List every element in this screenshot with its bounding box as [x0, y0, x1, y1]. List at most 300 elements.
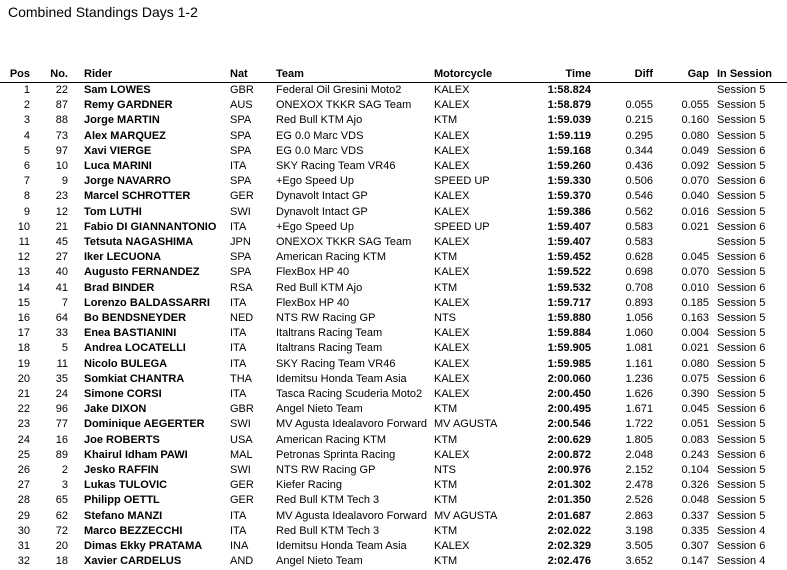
cell-diff: 0.562 [625, 205, 653, 218]
cell-session: Session 6 [717, 220, 766, 233]
cell-time: 2:01.687 [547, 509, 591, 522]
cell-session: Session 5 [717, 479, 766, 492]
cell-rider: Lorenzo BALDASSARRI [84, 296, 210, 309]
cell-gap: 0.045 [681, 251, 709, 264]
cell-gap: 0.004 [681, 327, 709, 340]
cell-session: Session 5 [717, 418, 766, 431]
cell-time: 1:59.407 [547, 236, 591, 249]
cell-time: 1:59.370 [547, 190, 591, 203]
cell-diff: 1.626 [625, 388, 653, 401]
cell-diff: 0.628 [625, 251, 653, 264]
cell-number: 97 [55, 144, 68, 157]
cell-pos: 11 [18, 236, 30, 249]
cell-motorcycle: KALEX [434, 372, 470, 385]
cell-motorcycle: KALEX [434, 129, 470, 142]
cell-number: 16 [55, 433, 68, 446]
cell-pos: 32 [17, 555, 30, 568]
cell-motorcycle: KALEX [434, 190, 470, 203]
table-row [0, 189, 787, 204]
cell-gap: 0.160 [681, 114, 709, 127]
cell-session: Session 5 [717, 296, 766, 309]
cell-time: 1:59.884 [547, 327, 591, 340]
table-row [0, 83, 787, 99]
cell-session: Session 6 [717, 281, 766, 294]
cell-pos: 4 [23, 129, 30, 142]
cell-nationality: ITA [230, 342, 247, 355]
cell-motorcycle: NTS [434, 312, 456, 325]
cell-motorcycle: KALEX [434, 205, 470, 218]
cell-pos: 19 [17, 357, 30, 370]
cell-session: Session 5 [717, 190, 766, 203]
table-row [0, 144, 787, 159]
cell-motorcycle: MV AGUSTA [434, 509, 498, 522]
cell-number: 33 [55, 327, 68, 340]
cell-rider: Nicolo BULEGA [84, 357, 168, 370]
cell-time: 1:59.717 [547, 296, 591, 309]
cell-pos: 2 [23, 99, 30, 112]
cell-time: 1:59.522 [547, 266, 591, 279]
cell-diff: 0.583 [625, 220, 653, 233]
cell-session: Session 5 [717, 160, 766, 173]
cell-diff: 0.215 [625, 114, 653, 127]
cell-nationality: RSA [230, 281, 253, 294]
cell-time: 2:00.872 [547, 448, 591, 461]
cell-nationality: GBR [230, 84, 254, 96]
cell-nationality: MAL [230, 448, 253, 461]
table-row [0, 509, 787, 524]
cell-team: SKY Racing Team VR46 [276, 357, 396, 370]
cell-diff: 0.698 [625, 266, 653, 279]
cell-gap [653, 83, 709, 99]
cell-motorcycle: NTS [434, 464, 456, 477]
cell-time: 2:00.060 [547, 372, 591, 385]
table-row [0, 174, 787, 189]
cell-motorcycle: KALEX [434, 99, 470, 112]
cell-pos: 8 [23, 190, 30, 203]
cell-diff: 2.863 [625, 509, 653, 522]
cell-gap: 0.326 [681, 479, 709, 492]
standings-table [0, 66, 787, 570]
cell-gap: 0.147 [681, 555, 709, 568]
cell-number: 10 [55, 160, 68, 173]
cell-nationality: NED [230, 312, 254, 325]
cell-number: 35 [55, 372, 68, 385]
cell-time: 1:59.386 [547, 205, 591, 218]
cell-pos: 17 [17, 327, 30, 340]
table-row [0, 265, 787, 280]
cell-motorcycle: KALEX [434, 342, 470, 355]
cell-gap: 0.163 [681, 312, 709, 325]
cell-rider: Andrea LOCATELLI [84, 342, 186, 355]
cell-nationality: USA [230, 433, 253, 446]
cell-motorcycle: KALEX [434, 266, 470, 279]
cell-team: Angel Nieto Team [276, 403, 363, 416]
table-row [0, 250, 787, 265]
cell-motorcycle: KTM [434, 403, 458, 416]
table-row [0, 417, 787, 432]
table-row [0, 341, 787, 356]
cell-time: 1:59.168 [547, 144, 591, 157]
cell-nationality: ITA [230, 160, 247, 173]
cell-nationality: SPA [230, 114, 252, 127]
cell-number: 40 [55, 266, 68, 279]
cell-diff: 1.161 [625, 357, 653, 370]
cell-gap: 0.075 [681, 372, 709, 385]
cell-diff: 1.236 [625, 372, 653, 385]
cell-motorcycle: KALEX [434, 448, 470, 461]
cell-number: 20 [55, 540, 68, 553]
cell-nationality: ITA [230, 388, 247, 401]
cell-nationality: ITA [230, 357, 247, 370]
cell-pos: 21 [17, 388, 30, 401]
cell-motorcycle: KALEX [434, 144, 470, 157]
cell-motorcycle: SPEED UP [434, 175, 490, 188]
standings-body [0, 83, 787, 570]
cell-rider: Jesko RAFFIN [84, 464, 159, 477]
cell-number: 77 [55, 418, 68, 431]
cell-time: 2:02.022 [547, 524, 591, 537]
cell-session: Session 5 [717, 388, 766, 401]
cell-motorcycle: KALEX [434, 160, 470, 173]
table-row [0, 159, 787, 174]
cell-team: +Ego Speed Up [276, 175, 354, 188]
cell-gap: 0.337 [681, 509, 709, 522]
cell-motorcycle: KALEX [434, 540, 470, 553]
header-session: In Session [717, 68, 773, 80]
cell-time: 1:59.985 [547, 357, 591, 370]
cell-number: 64 [55, 312, 68, 325]
cell-session: Session 5 [717, 205, 766, 218]
cell-team: SKY Racing Team VR46 [276, 160, 396, 173]
table-row [0, 539, 787, 554]
cell-nationality: SWI [230, 464, 251, 477]
cell-pos: 27 [17, 479, 30, 492]
cell-pos: 24 [17, 433, 30, 446]
cell-session: Session 4 [717, 555, 766, 568]
cell-gap: 0.016 [681, 205, 709, 218]
cell-motorcycle: KALEX [434, 388, 470, 401]
cell-nationality: GBR [230, 403, 254, 416]
table-row [0, 387, 787, 402]
cell-pos: 22 [17, 403, 30, 416]
cell-number: 3 [61, 479, 68, 492]
table-row [0, 326, 787, 341]
cell-gap: 0.083 [681, 433, 709, 446]
cell-gap [653, 235, 709, 250]
cell-team: Red Bull KTM Tech 3 [276, 494, 380, 507]
cell-nationality: SPA [230, 175, 252, 188]
cell-rider: Xavi VIERGE [84, 144, 152, 157]
cell-nationality: ITA [230, 524, 247, 537]
cell-diff: 0.546 [625, 190, 653, 203]
cell-number: 41 [55, 281, 68, 294]
cell-gap: 0.049 [681, 144, 709, 157]
cell-number: 21 [55, 220, 68, 233]
cell-rider: Stefano MANZI [84, 509, 163, 522]
cell-pos: 9 [23, 205, 30, 218]
cell-motorcycle: KALEX [434, 296, 470, 309]
cell-diff: 2.478 [625, 479, 653, 492]
cell-diff: 0.344 [625, 144, 653, 157]
cell-team: ONEXOX TKKR SAG Team [276, 236, 412, 249]
cell-pos: 26 [17, 464, 30, 477]
cell-team: Red Bull KTM Ajo [276, 114, 363, 127]
cell-time: 1:59.260 [547, 160, 591, 173]
cell-team: ONEXOX TKKR SAG Team [276, 99, 412, 112]
cell-pos: 1 [23, 84, 30, 96]
cell-nationality: ITA [230, 296, 247, 309]
cell-time: 2:00.450 [547, 388, 591, 401]
cell-team: American Racing KTM [276, 251, 387, 264]
cell-rider: Enea BASTIANINI [84, 327, 177, 340]
cell-diff: 1.060 [625, 327, 653, 340]
cell-pos: 29 [17, 509, 30, 522]
cell-session: Session 6 [717, 251, 766, 264]
cell-diff: 3.198 [625, 524, 653, 537]
cell-pos: 31 [17, 540, 30, 553]
header-no: No. [50, 68, 68, 80]
cell-gap: 0.080 [681, 129, 709, 142]
cell-number: 23 [55, 190, 68, 203]
cell-session: Session 6 [717, 144, 766, 157]
cell-rider: Augusto FERNANDEZ [84, 266, 200, 279]
table-row [0, 98, 787, 113]
cell-gap: 0.040 [681, 190, 709, 203]
cell-gap: 0.335 [681, 524, 709, 537]
cell-time: 1:59.407 [547, 220, 591, 233]
cell-nationality: SPA [230, 129, 252, 142]
cell-gap: 0.021 [681, 342, 709, 355]
cell-gap: 0.045 [681, 403, 709, 416]
table-row [0, 311, 787, 326]
cell-team: +Ego Speed Up [276, 220, 354, 233]
header-motorcycle: Motorcycle [434, 68, 493, 80]
cell-diff: 1.056 [625, 312, 653, 325]
cell-session: Session 6 [717, 342, 766, 355]
cell-nationality: ITA [230, 509, 247, 522]
cell-pos: 13 [17, 266, 30, 279]
cell-number: 89 [55, 448, 68, 461]
cell-session: Session 4 [717, 524, 766, 537]
cell-diff [591, 83, 653, 99]
cell-gap: 0.021 [681, 220, 709, 233]
header-diff: Diff [634, 68, 653, 80]
cell-gap: 0.048 [681, 494, 709, 507]
table-row [0, 296, 787, 311]
cell-number: 73 [55, 129, 68, 142]
cell-team: Dynavolt Intact GP [276, 205, 368, 218]
cell-diff: 0.708 [625, 281, 653, 294]
cell-team: Italtrans Racing Team [276, 327, 383, 340]
cell-rider: Fabio DI GIANNANTONIO [84, 220, 217, 233]
cell-pos: 18 [17, 342, 30, 355]
cell-rider: Lukas TULOVIC [84, 479, 168, 492]
cell-diff: 0.295 [625, 129, 653, 142]
header-gap: Gap [687, 68, 709, 80]
cell-rider: Simone CORSI [84, 388, 162, 401]
cell-time: 1:59.039 [547, 114, 591, 127]
cell-session: Session 6 [717, 372, 766, 385]
cell-pos: 10 [17, 220, 30, 233]
cell-time: 1:58.879 [547, 99, 591, 112]
cell-session: Session 5 [717, 236, 766, 249]
table-row [0, 235, 787, 250]
cell-time: 2:00.546 [547, 418, 591, 431]
cell-time: 1:58.824 [547, 84, 591, 96]
cell-motorcycle: KTM [434, 433, 458, 446]
cell-diff: 1.671 [625, 403, 653, 416]
cell-number: 87 [55, 99, 68, 112]
cell-session: Session 5 [717, 327, 766, 340]
cell-motorcycle: KALEX [434, 236, 470, 249]
cell-gap: 0.307 [681, 540, 709, 553]
cell-motorcycle: KTM [434, 524, 458, 537]
cell-nationality: AUS [230, 99, 253, 112]
cell-team: MV Agusta Idealavoro Forward [276, 509, 428, 522]
cell-rider: Remy GARDNER [84, 99, 173, 112]
cell-number: 72 [55, 524, 68, 537]
cell-pos: 20 [17, 372, 30, 385]
cell-number: 9 [61, 175, 68, 188]
cell-time: 1:59.452 [547, 251, 591, 264]
cell-number: 45 [55, 236, 68, 249]
cell-rider: Dimas Ekky PRATAMA [84, 540, 203, 553]
cell-pos: 5 [23, 144, 30, 157]
cell-diff: 0.506 [625, 175, 653, 188]
cell-team: NTS RW Racing GP [276, 464, 376, 477]
cell-gap: 0.092 [681, 160, 709, 173]
cell-team: Federal Oil Gresini Moto2 [276, 84, 402, 96]
cell-number: 18 [55, 555, 68, 568]
cell-team: Tasca Racing Scuderia Moto2 [276, 388, 423, 401]
cell-session: Session 5 [717, 433, 766, 446]
cell-diff: 3.505 [625, 540, 653, 553]
cell-rider: Philipp OETTL [84, 494, 160, 507]
cell-session: Session 6 [717, 448, 766, 461]
cell-rider: Xavier CARDELUS [84, 555, 182, 568]
table-row [0, 463, 787, 478]
cell-number: 65 [55, 494, 68, 507]
cell-rider: Sam LOWES [84, 84, 151, 96]
cell-pos: 7 [23, 175, 30, 188]
cell-rider: Iker LECUONA [84, 251, 162, 264]
cell-number: 96 [55, 403, 68, 416]
cell-time: 1:59.119 [548, 129, 591, 142]
header-rider: Rider [84, 68, 113, 80]
cell-rider: Marcel SCHROTTER [84, 190, 191, 203]
cell-diff: 3.652 [625, 555, 653, 568]
cell-motorcycle: KTM [434, 555, 458, 568]
cell-time: 1:59.905 [547, 342, 591, 355]
cell-diff: 2.152 [625, 464, 653, 477]
cell-diff: 0.436 [625, 160, 653, 173]
cell-session: Session 6 [717, 175, 766, 188]
cell-diff: 0.583 [625, 236, 653, 249]
cell-number: 2 [61, 464, 68, 477]
cell-pos: 30 [17, 524, 30, 537]
cell-gap: 0.070 [681, 175, 709, 188]
cell-session: Session 6 [717, 540, 766, 553]
header-pos: Pos [9, 68, 30, 80]
cell-nationality: SWI [230, 205, 251, 218]
cell-rider: Marco BEZZECCHI [84, 524, 183, 537]
cell-motorcycle: KTM [434, 114, 458, 127]
cell-rider: Tetsuta NAGASHIMA [84, 236, 194, 249]
cell-time: 2:02.476 [547, 555, 591, 568]
cell-diff: 0.893 [625, 296, 653, 309]
cell-time: 2:00.629 [547, 433, 591, 446]
cell-diff: 2.526 [625, 494, 653, 507]
cell-number: 22 [55, 84, 68, 96]
table-row [0, 524, 787, 539]
cell-nationality: GER [230, 479, 254, 492]
cell-time: 2:00.976 [547, 464, 591, 477]
cell-team: American Racing KTM [276, 433, 387, 446]
table-row [0, 372, 787, 387]
cell-diff: 1.081 [625, 342, 653, 355]
table-row [0, 433, 787, 448]
cell-nationality: ITA [230, 327, 247, 340]
cell-nationality: GER [230, 494, 254, 507]
cell-team: Red Bull KTM Ajo [276, 281, 363, 294]
cell-nationality: THA [230, 372, 252, 385]
cell-gap: 0.055 [681, 99, 709, 112]
table-row [0, 493, 787, 508]
cell-nationality: JPN [230, 236, 251, 249]
cell-session: Session 5 [717, 464, 766, 477]
cell-pos: 25 [17, 448, 30, 461]
cell-nationality: SPA [230, 251, 252, 264]
cell-pos: 23 [17, 418, 30, 431]
cell-number: 7 [61, 296, 68, 309]
cell-diff: 0.055 [625, 99, 653, 112]
cell-pos: 14 [17, 281, 30, 294]
cell-time: 2:00.495 [547, 403, 591, 416]
cell-motorcycle: MV AGUSTA [434, 418, 498, 431]
cell-time: 2:01.350 [547, 494, 591, 507]
cell-motorcycle: KALEX [434, 327, 470, 340]
table-row [0, 281, 787, 296]
cell-team: Idemitsu Honda Team Asia [276, 372, 407, 385]
cell-nationality: GER [230, 190, 254, 203]
cell-time: 1:59.330 [547, 175, 591, 188]
table-header-row [0, 66, 787, 83]
cell-team: FlexBox HP 40 [276, 296, 350, 309]
cell-motorcycle: KTM [434, 479, 458, 492]
cell-team: Red Bull KTM Tech 3 [276, 524, 380, 537]
cell-pos: 15 [17, 296, 30, 309]
cell-pos: 28 [17, 494, 30, 507]
cell-team: Dynavolt Intact GP [276, 190, 368, 203]
table-row [0, 357, 787, 372]
table-row [0, 478, 787, 493]
cell-session: Session 5 [717, 509, 766, 522]
cell-number: 11 [56, 357, 68, 370]
cell-rider: Brad BINDER [84, 281, 155, 294]
cell-session: Session 5 [717, 266, 766, 279]
header-nat: Nat [230, 68, 248, 80]
cell-rider: Jake DIXON [84, 403, 147, 416]
cell-session: Session 5 [717, 494, 766, 507]
cell-time: 2:01.302 [547, 479, 591, 492]
cell-gap: 0.010 [681, 281, 709, 294]
cell-motorcycle: KTM [434, 494, 458, 507]
cell-motorcycle: KTM [434, 251, 458, 264]
table-row [0, 113, 787, 128]
page-title: Combined Standings Days 1-2 [8, 4, 198, 20]
cell-nationality: SPA [230, 266, 252, 279]
cell-rider: Joe ROBERTS [84, 433, 160, 446]
